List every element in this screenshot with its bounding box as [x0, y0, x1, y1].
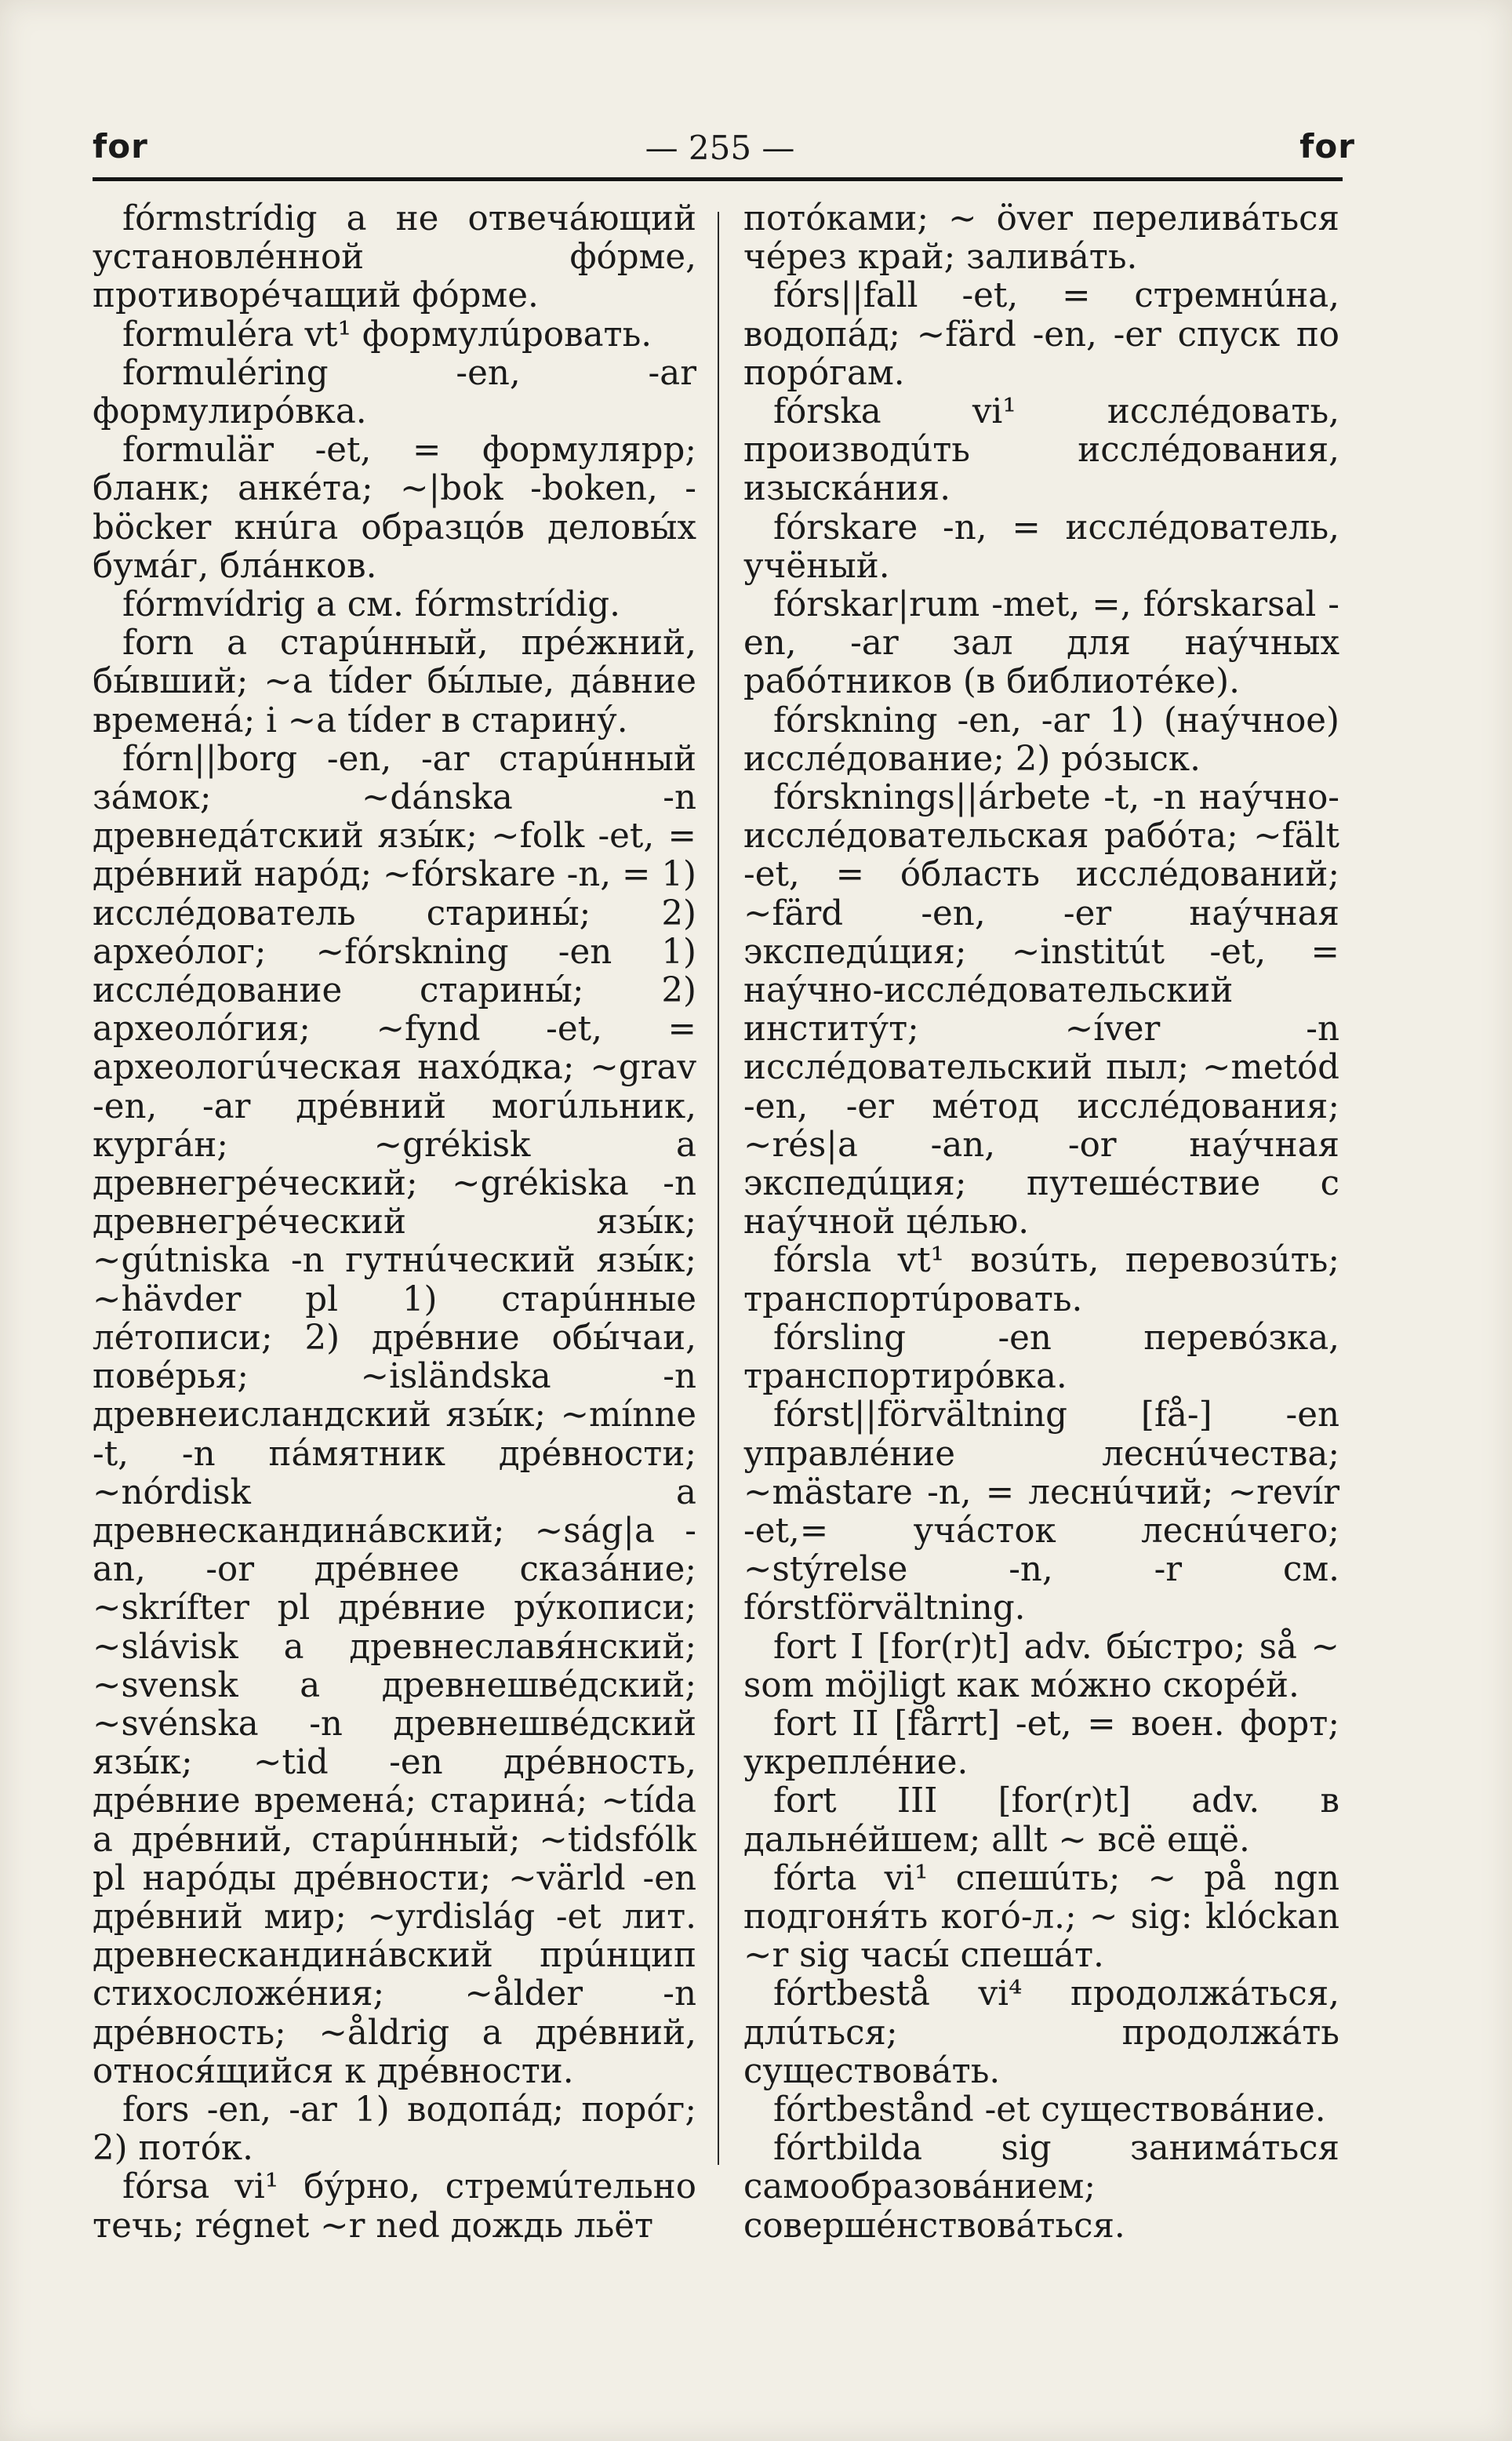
header-rule — [93, 177, 1343, 181]
dictionary-entry: forn a старúнный, прéжний, бы́вший; ~a tíder бы́лые, дáвние временá; i ~a tíder в старину́. — [93, 624, 696, 740]
dictionary-entry: fort II [fårrt] -et, = воен. форт; укреплéние. — [743, 1704, 1339, 1783]
page-header — [93, 118, 1355, 180]
page-number: — 255 — — [645, 129, 795, 167]
dictionary-entry: fórta vi¹ спешúть; ~ på ngn подгоня́ть когó-л.; ~ sig: klóckan ~r sig часы́ спешáт. — [743, 1858, 1339, 1976]
dictionary-entry: fórsling -en перевóзка, транспортирóвка. — [743, 1318, 1339, 1397]
right-column — [743, 200, 1339, 2246]
dictionary-entry: fórsknings||árbete -t, -n нау́чно-исслéдовательская рабóта; ~fält -et, = óбласть исслéдований; ~färd -en, -er нау́чная экспедúция; ~institút -et, = нау́чно-исслéдовательский институ́т; ~íver -n исслéдовательский пыл; ~metód -en, -er мéтод исслéдования; ~rés|a -an, -or нау́чная экспедúция; путешéствие с нау́чной цéлью. — [743, 778, 1339, 1242]
guide-word-right: for — [1299, 127, 1355, 166]
dictionary-entry: fort I [for(r)t] adv. бы́стро; så ~ som möjligt как мóжно скорéй. — [743, 1627, 1339, 1705]
dictionary-entry: fort III [for(r)t] adv. в дальнéйшем; allt ~ всё ещё. — [743, 1781, 1339, 1860]
dictionary-entry: fórmvídrig a см. fórmstrídig. — [122, 585, 620, 625]
dictionary-entry: fórn||borg -en, -ar старúнный зáмок; ~dánska -n древнедáтский язы́к; ~folk -et, = дрéвний нарóд; ~fórskare -n, = 1) исслéдователь старины́; 2) археóлог; ~fórskning -en 1) исслéдование старины́; 2) археолóгия; ~fynd -et, = археологúческая нахóдка; ~grav -en, -ar дрéвний могúльник, кургáн; ~grékisk a древнегрéческий; ~grékiska -n древнегрéческий язы́к; ~gútniska -n гутнúческий язы́к; ~hävder pl 1) старúнные лéтописи; 2) дрéвние обы́чаи, повéрья; ~isländska -n древнеисландский язы́к; ~mínne -t, -n пáмятник дрéвности; ~nórdisk a древнескандинáвский; ~ság|a -an, -or дрéвнее сказáние; ~skrífter pl дрéвние ру́кописи; ~slávisk a древнеславя́нский; ~svensk a древнешвéдский; ~svénska -n древнешвéдский язы́к; ~tid -en дрéвность, дрéвние временá; старинá; ~tída a дрéвний, старúнный; ~tidsfólk pl нарóды дрéвности; ~värld -en дрéвний мир; ~yrdislág -et лит. древнескандинáвский прúнцип стихосложéния; ~ålder -n дрéвность; ~åldrig a дрéвний, относя́щийся к дрéвности. — [93, 739, 696, 2091]
dictionary-entry: formulär -et, = формулярр; бланк; анкéта; ~|bok -boken, -böcker кнúга образцóв деловы́х бумáг, блáнков. — [93, 431, 696, 586]
dictionary-entry: fórskare -n, = исслéдователь, учёный. — [743, 507, 1339, 586]
dictionary-entry: fórst||förvältning [få-] -en управлéние леснúчества; ~mästare -n, = леснúчий; ~revír -et,= учáсток леснúчего; ~stýrelse -n, -r см. fórstförvältning. — [743, 1395, 1339, 1628]
dictionary-entry: fórmstrídig a не отвечáющий установлéнной фóрме, противорéчащий фóрме. — [93, 199, 696, 316]
dictionary-entry: formuléring -en, -ar формулирóвка. — [93, 353, 696, 432]
dictionary-entry: fors -en, -ar 1) водопáд; порóг; 2) потóк. — [93, 2090, 696, 2169]
dictionary-entry: fórs||fall -et, = стремнúна, водопáд; ~färd -en, -er спуск по порóгам. — [743, 276, 1339, 393]
dictionary-entry: fórska vi¹ исслéдовать, производúть исслéдования, изыскáния. — [743, 392, 1339, 509]
dictionary-entry: formuléra vt¹ формулúровать. — [122, 315, 652, 355]
dictionary-entry: fórskning -en, -ar 1) (нау́чное) исслéдование; 2) ро́зыск. — [743, 700, 1339, 779]
left-column — [93, 200, 696, 2246]
column-divider — [718, 212, 719, 2165]
dictionary-entry: fórsa vi¹ бу́рно, стремúтельно течь; régnet ~r ned дождь льёт — [93, 2167, 696, 2246]
dictionary-entry: fórtbestå vi⁴ продолжáться, длúться; продолжáть существовáть. — [743, 1974, 1339, 2091]
guide-word-left: for — [93, 127, 148, 166]
dictionary-entry: fórtbilda sig занимáться самообразовáнием; совершéнствовáться. — [743, 2129, 1339, 2246]
dictionary-entry-continuation: потóками; ~ över переливáться чéрез край; заливáть. — [743, 199, 1339, 278]
dictionary-entry: fórsla vt¹ возúть, перевозúть; транспортúровать. — [743, 1241, 1339, 1319]
dictionary-entry: fórtbestånd -et существовáние. — [773, 2090, 1326, 2130]
dictionary-entry: fórskar|rum -met, =, fórskarsal -en, -ar зал для нау́чных рабóтников (в библиотéке). — [743, 585, 1339, 702]
